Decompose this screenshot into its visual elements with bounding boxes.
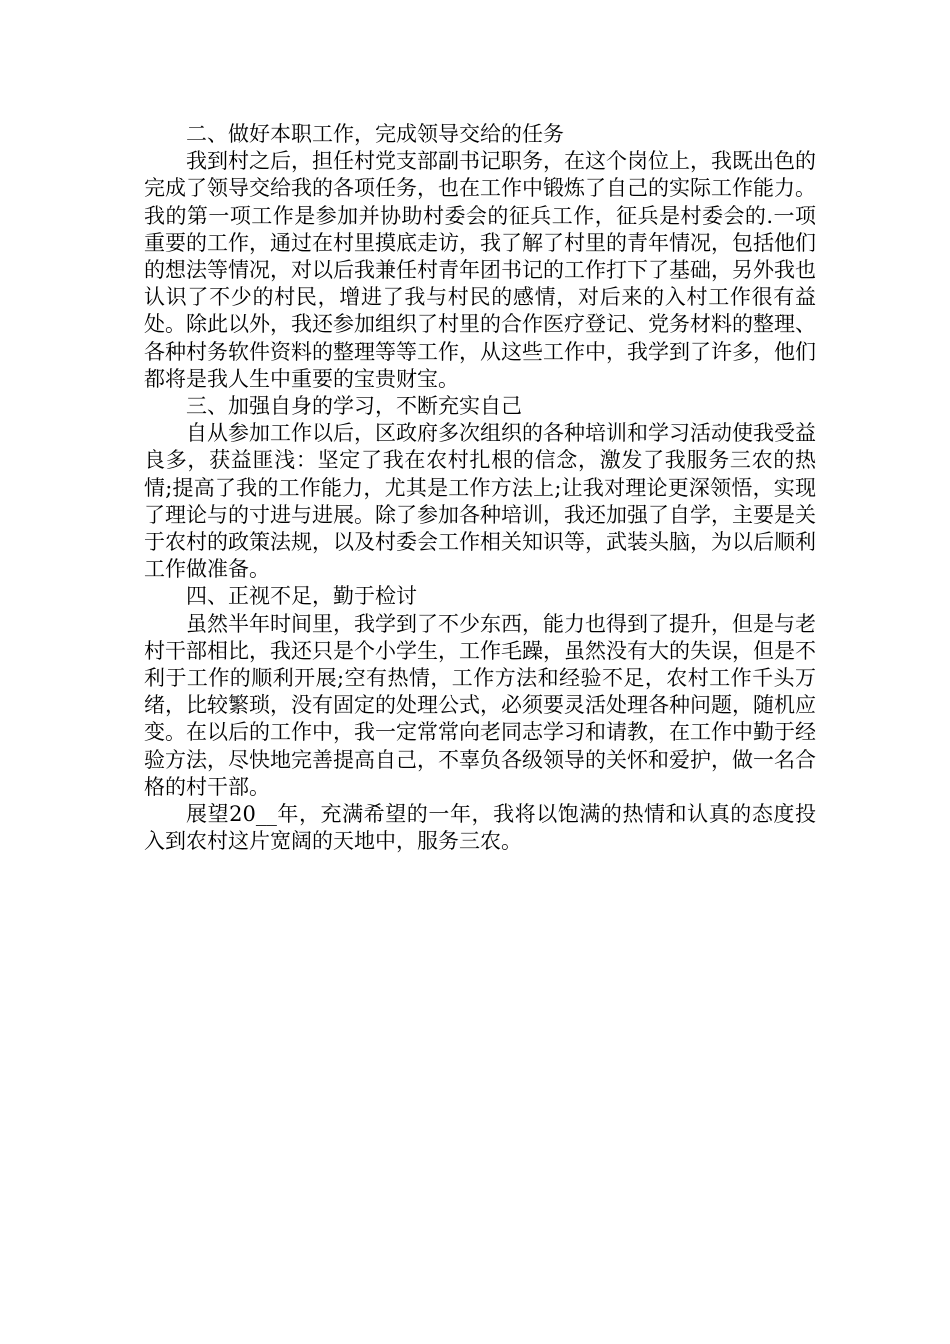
section-heading-3: 三、加强自身的学习，不断充实自己 — [186, 394, 522, 419]
body-paragraph-4: 虽然半年时间里，我学到了不少东西，能力也得到了提升，但是与老村干部相比，我还只是个小学生，工作毛躁，虽然没有大的失误，但是不利于工作的顺利开展;空有热情，工作方法和经验不足，农村工作千头万绪，比较繁琐，没有固定的处理公式，必须要灵活处理各种问题，随机应变。在以后的工作中，我一定常常向老同志学习和请教，在工作中勤于经验方法，尽快地完善提高自己，不辜负各级领导的关怀和爱护，做一名合格的村干部。 — [144, 611, 816, 799]
section-heading-2: 二、做好本职工作，完成领导交给的任务 — [186, 122, 564, 146]
body-paragraph-3: 自从参加工作以后，区政府多次组织的各种培训和学习活动使我受益良多，获益匪浅：坚定了我在农村扎根的信念，激发了我服务三农的热情;提高了我的工作能力，尤其是工作方法上;让我对理论更深领悟，实现了理论与的寸进与进展。除了参加各种培训，我还加强了自学，主要是关于农村的政策法规，以及村委会工作相关知识等，武装头脑，为以后顺利工作做准备。 — [144, 421, 816, 582]
document-body — [144, 121, 816, 855]
section-heading-4: 四、正视不足，勤于检讨 — [186, 584, 417, 609]
closing-paragraph: 展望20__年，充满希望的一年，我将以饱满的热情和认真的态度投入到农村这片宽阔的天地中，服务三农。 — [144, 802, 816, 854]
body-paragraph-2: 我到村之后，担任村党支部副书记职务，在这个岗位上，我既出色的完成了领导交给我的各项任务，也在工作中锻炼了自己的实际工作能力。我的第一项工作是参加并协助村委会的征兵工作，征兵是村委会的.一项重要的工作，通过在村里摸底走访，我了解了村里的青年情况，包括他们的想法等情况，对以后我兼任村青年团书记的工作打下了基础，另外我也认识了不少的村民，增进了我与村民的感情，对后来的入村工作很有益处。除此以外，我还参加组织了村里的合作医疗登记、党务材料的整理、各种村务软件资料的整理等等工作，从这些工作中，我学到了许多，他们都将是我人生中重要的宝贵财宝。 — [144, 149, 816, 391]
